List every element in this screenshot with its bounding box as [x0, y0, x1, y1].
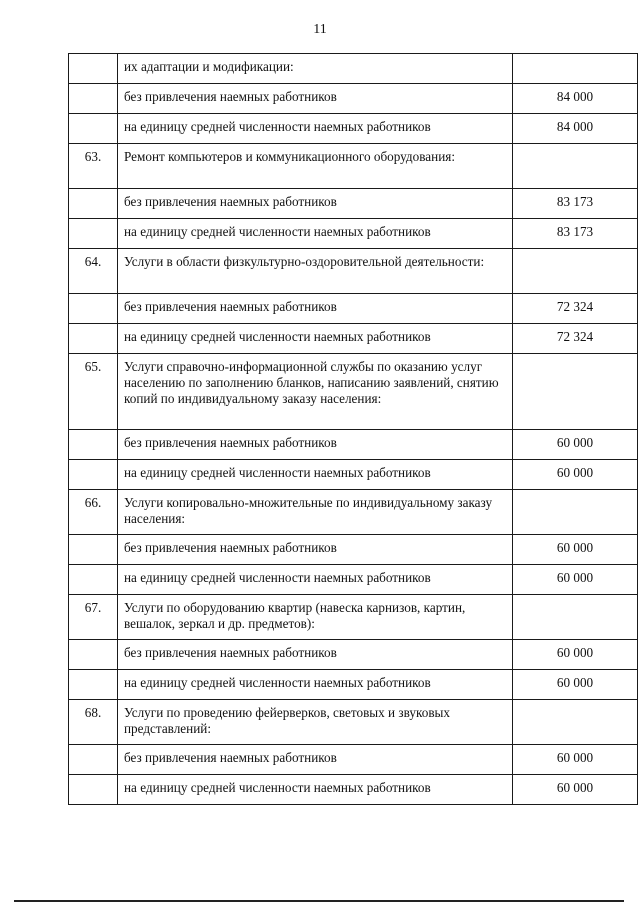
row-description: без привлечения наемных работников — [118, 294, 513, 324]
row-description: без привлечения наемных работников — [118, 189, 513, 219]
row-value: 60 000 — [513, 670, 638, 700]
row-description: без привлечения наемных работников — [118, 745, 513, 775]
table-row — [69, 700, 638, 745]
row-description: Услуги справочно-информационной службы по оказанию услуг населению по заполнению бланков, написанию заявлений, снятию копий по индивидуальному заказу населения: — [118, 354, 513, 430]
row-number — [69, 324, 118, 354]
row-value — [513, 144, 638, 189]
row-value: 83 173 — [513, 189, 638, 219]
bottom-divider — [14, 900, 624, 902]
row-number: 64. — [69, 249, 118, 294]
row-number — [69, 294, 118, 324]
row-number: 66. — [69, 490, 118, 535]
row-description: без привлечения наемных работников — [118, 84, 513, 114]
row-value: 60 000 — [513, 460, 638, 490]
row-number: 67. — [69, 595, 118, 640]
row-value: 60 000 — [513, 775, 638, 805]
row-number — [69, 219, 118, 249]
row-description: на единицу средней численности наемных работников — [118, 114, 513, 144]
row-number — [69, 745, 118, 775]
row-number — [69, 84, 118, 114]
row-number — [69, 460, 118, 490]
row-number — [69, 430, 118, 460]
row-number — [69, 640, 118, 670]
row-description: Ремонт компьютеров и коммуникационного оборудования: — [118, 144, 513, 189]
row-description: на единицу средней численности наемных работников — [118, 460, 513, 490]
tax-rate-table — [68, 53, 638, 805]
row-description: на единицу средней численности наемных работников — [118, 775, 513, 805]
table-row — [69, 354, 638, 430]
table-row — [69, 114, 638, 144]
page-number: 11 — [313, 22, 327, 37]
row-value: 84 000 — [513, 114, 638, 144]
row-value: 72 324 — [513, 294, 638, 324]
table-row — [69, 535, 638, 565]
table-row — [69, 219, 638, 249]
row-description: на единицу средней численности наемных работников — [118, 670, 513, 700]
row-value — [513, 700, 638, 745]
row-description: на единицу средней численности наемных работников — [118, 324, 513, 354]
row-number: 65. — [69, 354, 118, 430]
table-row — [69, 640, 638, 670]
row-description: без привлечения наемных работников — [118, 535, 513, 565]
row-value — [513, 54, 638, 84]
table-row — [69, 54, 638, 84]
row-value: 60 000 — [513, 535, 638, 565]
row-number — [69, 535, 118, 565]
table-row — [69, 460, 638, 490]
table-row — [69, 565, 638, 595]
table-row — [69, 775, 638, 805]
row-number: 68. — [69, 700, 118, 745]
row-number — [69, 565, 118, 595]
row-description: Услуги в области физкультурно-оздоровительной деятельности: — [118, 249, 513, 294]
row-description: без привлечения наемных работников — [118, 640, 513, 670]
row-number — [69, 775, 118, 805]
table-row — [69, 595, 638, 640]
row-description: Услуги по проведению фейерверков, световых и звуковых представлений: — [118, 700, 513, 745]
row-value — [513, 595, 638, 640]
row-number — [69, 54, 118, 84]
row-value — [513, 249, 638, 294]
row-value: 60 000 — [513, 430, 638, 460]
table-row — [69, 430, 638, 460]
row-value — [513, 354, 638, 430]
table-row — [69, 745, 638, 775]
table-row — [69, 490, 638, 535]
table-row — [69, 249, 638, 294]
row-value: 72 324 — [513, 324, 638, 354]
row-value: 84 000 — [513, 84, 638, 114]
table-row — [69, 324, 638, 354]
row-description: на единицу средней численности наемных работников — [118, 565, 513, 595]
row-number — [69, 189, 118, 219]
row-description: Услуги по оборудованию квартир (навеска карнизов, картин, вешалок, зеркал и др. предметов): — [118, 595, 513, 640]
row-number — [69, 670, 118, 700]
row-value: 60 000 — [513, 640, 638, 670]
table-row — [69, 144, 638, 189]
table-row — [69, 84, 638, 114]
table-row — [69, 294, 638, 324]
row-value: 60 000 — [513, 745, 638, 775]
row-number: 63. — [69, 144, 118, 189]
table-row — [69, 670, 638, 700]
row-description: их адаптации и модификации: — [118, 54, 513, 84]
row-number — [69, 114, 118, 144]
row-description: на единицу средней численности наемных работников — [118, 219, 513, 249]
row-description: без привлечения наемных работников — [118, 430, 513, 460]
row-value: 60 000 — [513, 565, 638, 595]
table-row — [69, 189, 638, 219]
row-value: 83 173 — [513, 219, 638, 249]
row-value — [513, 490, 638, 535]
row-description: Услуги копировально-множительные по индивидуальному заказу населения: — [118, 490, 513, 535]
